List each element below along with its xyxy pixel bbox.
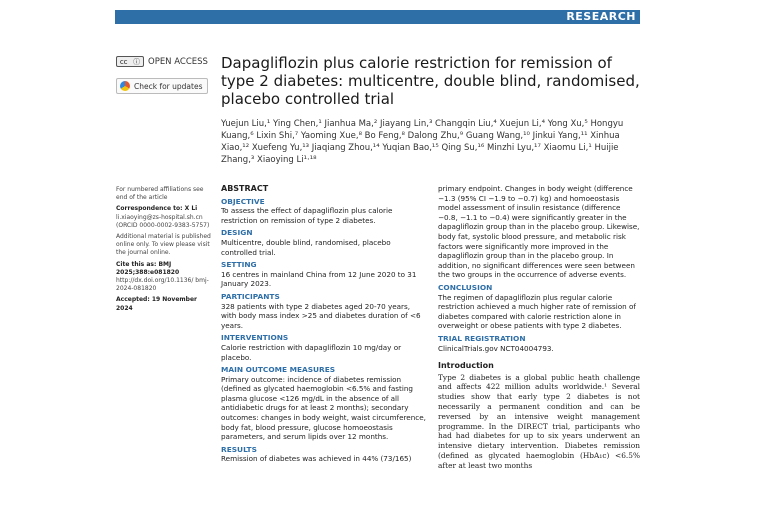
article-title: Dapagliflozin plus calorie restriction for remission of type 2 diabetes: multicentre, double blind, randomised, placebo controlled trial	[221, 54, 640, 108]
sidebar	[116, 186, 211, 316]
outcome-measures-text: Primary outcome: incidence of diabetes remission (defined as glycated haemoglobin <6.5% and fasting plasma glucose <126 mg/dL in the absence of all antidiabetic drugs for at least 2 months); secondary outcomes: changes in body weight, waist circumference, body fat, blood pressure, glucose homoeostasis parameters, and serum lipids over 12 months.	[221, 374, 426, 442]
check-updates-label: Check for updates	[134, 81, 203, 91]
open-access-badge[interactable]	[116, 56, 208, 67]
conclusion-text: The regimen of dapagliflozin plus regular calorie restriction achieved a much higher rate of remission of diabetes compared with calorie restriction alone in overweight or obese patients with type 2 diabetes.	[438, 292, 636, 331]
participants-text: 328 patients with type 2 diabetes aged 20-70 years, with body mass index >25 and diabetes duration of <6 years.	[221, 301, 421, 330]
orcid[interactable]: (ORCID 0000-0002-9383-5757)	[116, 221, 210, 229]
accepted-date: Accepted: 19 November 2024	[116, 296, 197, 312]
outcome-measures-heading: MAIN OUTCOME MEASURES	[221, 365, 336, 375]
design-heading: DESIGN	[221, 228, 253, 238]
introduction-heading: Introduction	[438, 361, 494, 371]
abstract-heading: ABSTRACT	[221, 184, 269, 193]
affiliations-note: For numbered affiliations see end of the article	[116, 186, 204, 202]
registration-text[interactable]: ClinicalTrials.gov NCT04004793.	[438, 343, 554, 353]
abstract-column-2	[438, 184, 640, 471]
objective-heading: OBJECTIVE	[221, 196, 265, 206]
introduction-text: Type 2 diabetes is a global public heath challenge and affects 422 million adults worldwide.¹ Several studies show that early type 2 diabetes is not necessarily a permanent condition and can be reversed by an intensive weight management programme. In the DIRECT trial, participants who had had diabetes for up to six years underwent an intensive dietary intervention. Diabetes remission (defined as glycated haemoglobin (HbA₁c) <6.5% after at least two months	[438, 372, 640, 470]
participants-heading: PARTICIPANTS	[221, 291, 280, 301]
research-banner	[115, 10, 640, 24]
setting-heading: SETTING	[221, 260, 257, 270]
conclusion-heading: CONCLUSION	[438, 282, 493, 292]
abstract-column-1	[221, 184, 426, 464]
correspondence-label: Correspondence to: X Li	[116, 205, 198, 213]
results-heading: RESULTS	[221, 444, 257, 454]
check-updates-button[interactable]	[116, 78, 208, 94]
interventions-text: Calorie restriction with dapagliflozin 10 mg/day or placebo.	[221, 342, 402, 362]
interventions-heading: INTERVENTIONS	[221, 333, 289, 343]
citation: Cite this as: BMJ 2025;388:e081820	[116, 260, 180, 276]
registration-heading: TRIAL REGISTRATION	[438, 333, 526, 343]
setting-text: 16 centres in mainland China from 12 June 2020 to 31 January 2023.	[221, 269, 417, 289]
creative-commons-icon: cc ⓘ	[116, 56, 144, 67]
additional-material-note: Additional material is published online only. To view please visit the journal online.	[116, 233, 211, 257]
author-list: Yuejun Liu,¹ Ying Chen,¹ Jianhua Ma,² Jiayang Lin,³ Changqin Liu,⁴ Xuejun Li,⁴ Yong Xu,⁵ Hongyu Kuang,⁶ Lixin Shi,⁷ Yaoming Xue,⁸ Bo Feng,⁸ Dalong Zhu,⁹ Guang Wang,¹⁰ Jinkui Yang,¹¹ Xinhua Xiao,¹² Xuefeng Yu,¹³ Jiaqiang Zhou,¹⁴ Yuqian Bao,¹⁵ Qing Su,¹⁶ Minzhi Lyu,¹⁷ Xiaomu Li,¹ Huijie Zhang,³ Xiaoying Li¹·¹⁸	[221, 119, 624, 165]
design-text: Multicentre, double blind, randomised, placebo controlled trial.	[221, 237, 391, 257]
banner-label: RESEARCH	[566, 10, 636, 23]
objective-text: To assess the effect of dapagliflozin plus calorie restriction on remission of type 2 diabetes.	[221, 206, 393, 225]
results-text: Remission of diabetes was achieved in 44% (73/165)	[221, 454, 412, 464]
correspondence-email[interactable]: li.xiaoying@zs-hospital.sh.cn	[116, 213, 203, 221]
crossmark-icon	[120, 81, 130, 91]
results-continued-text: primary endpoint. Changes in body weight (difference −1.3 (95% CI −1.9 to −0.7) kg) and homoeostasis model assessment of insulin resistance (difference −0.8, −1.1 to −0.4) were significantly greater in the dapagliflozin group than in the placebo group. Likewise, body fat, systolic blood pressure, and metabolic risk factors were significantly more improved in the dapagliflozin group than in the placebo group. In addition, no significant differences were seen between the two groups in the occurrence of adverse events.	[438, 184, 640, 280]
open-access-label: OPEN ACCESS	[148, 56, 208, 67]
doi-link[interactable]: http://dx.doi.org/10.1136/ bmj-2024-081820	[116, 277, 209, 293]
